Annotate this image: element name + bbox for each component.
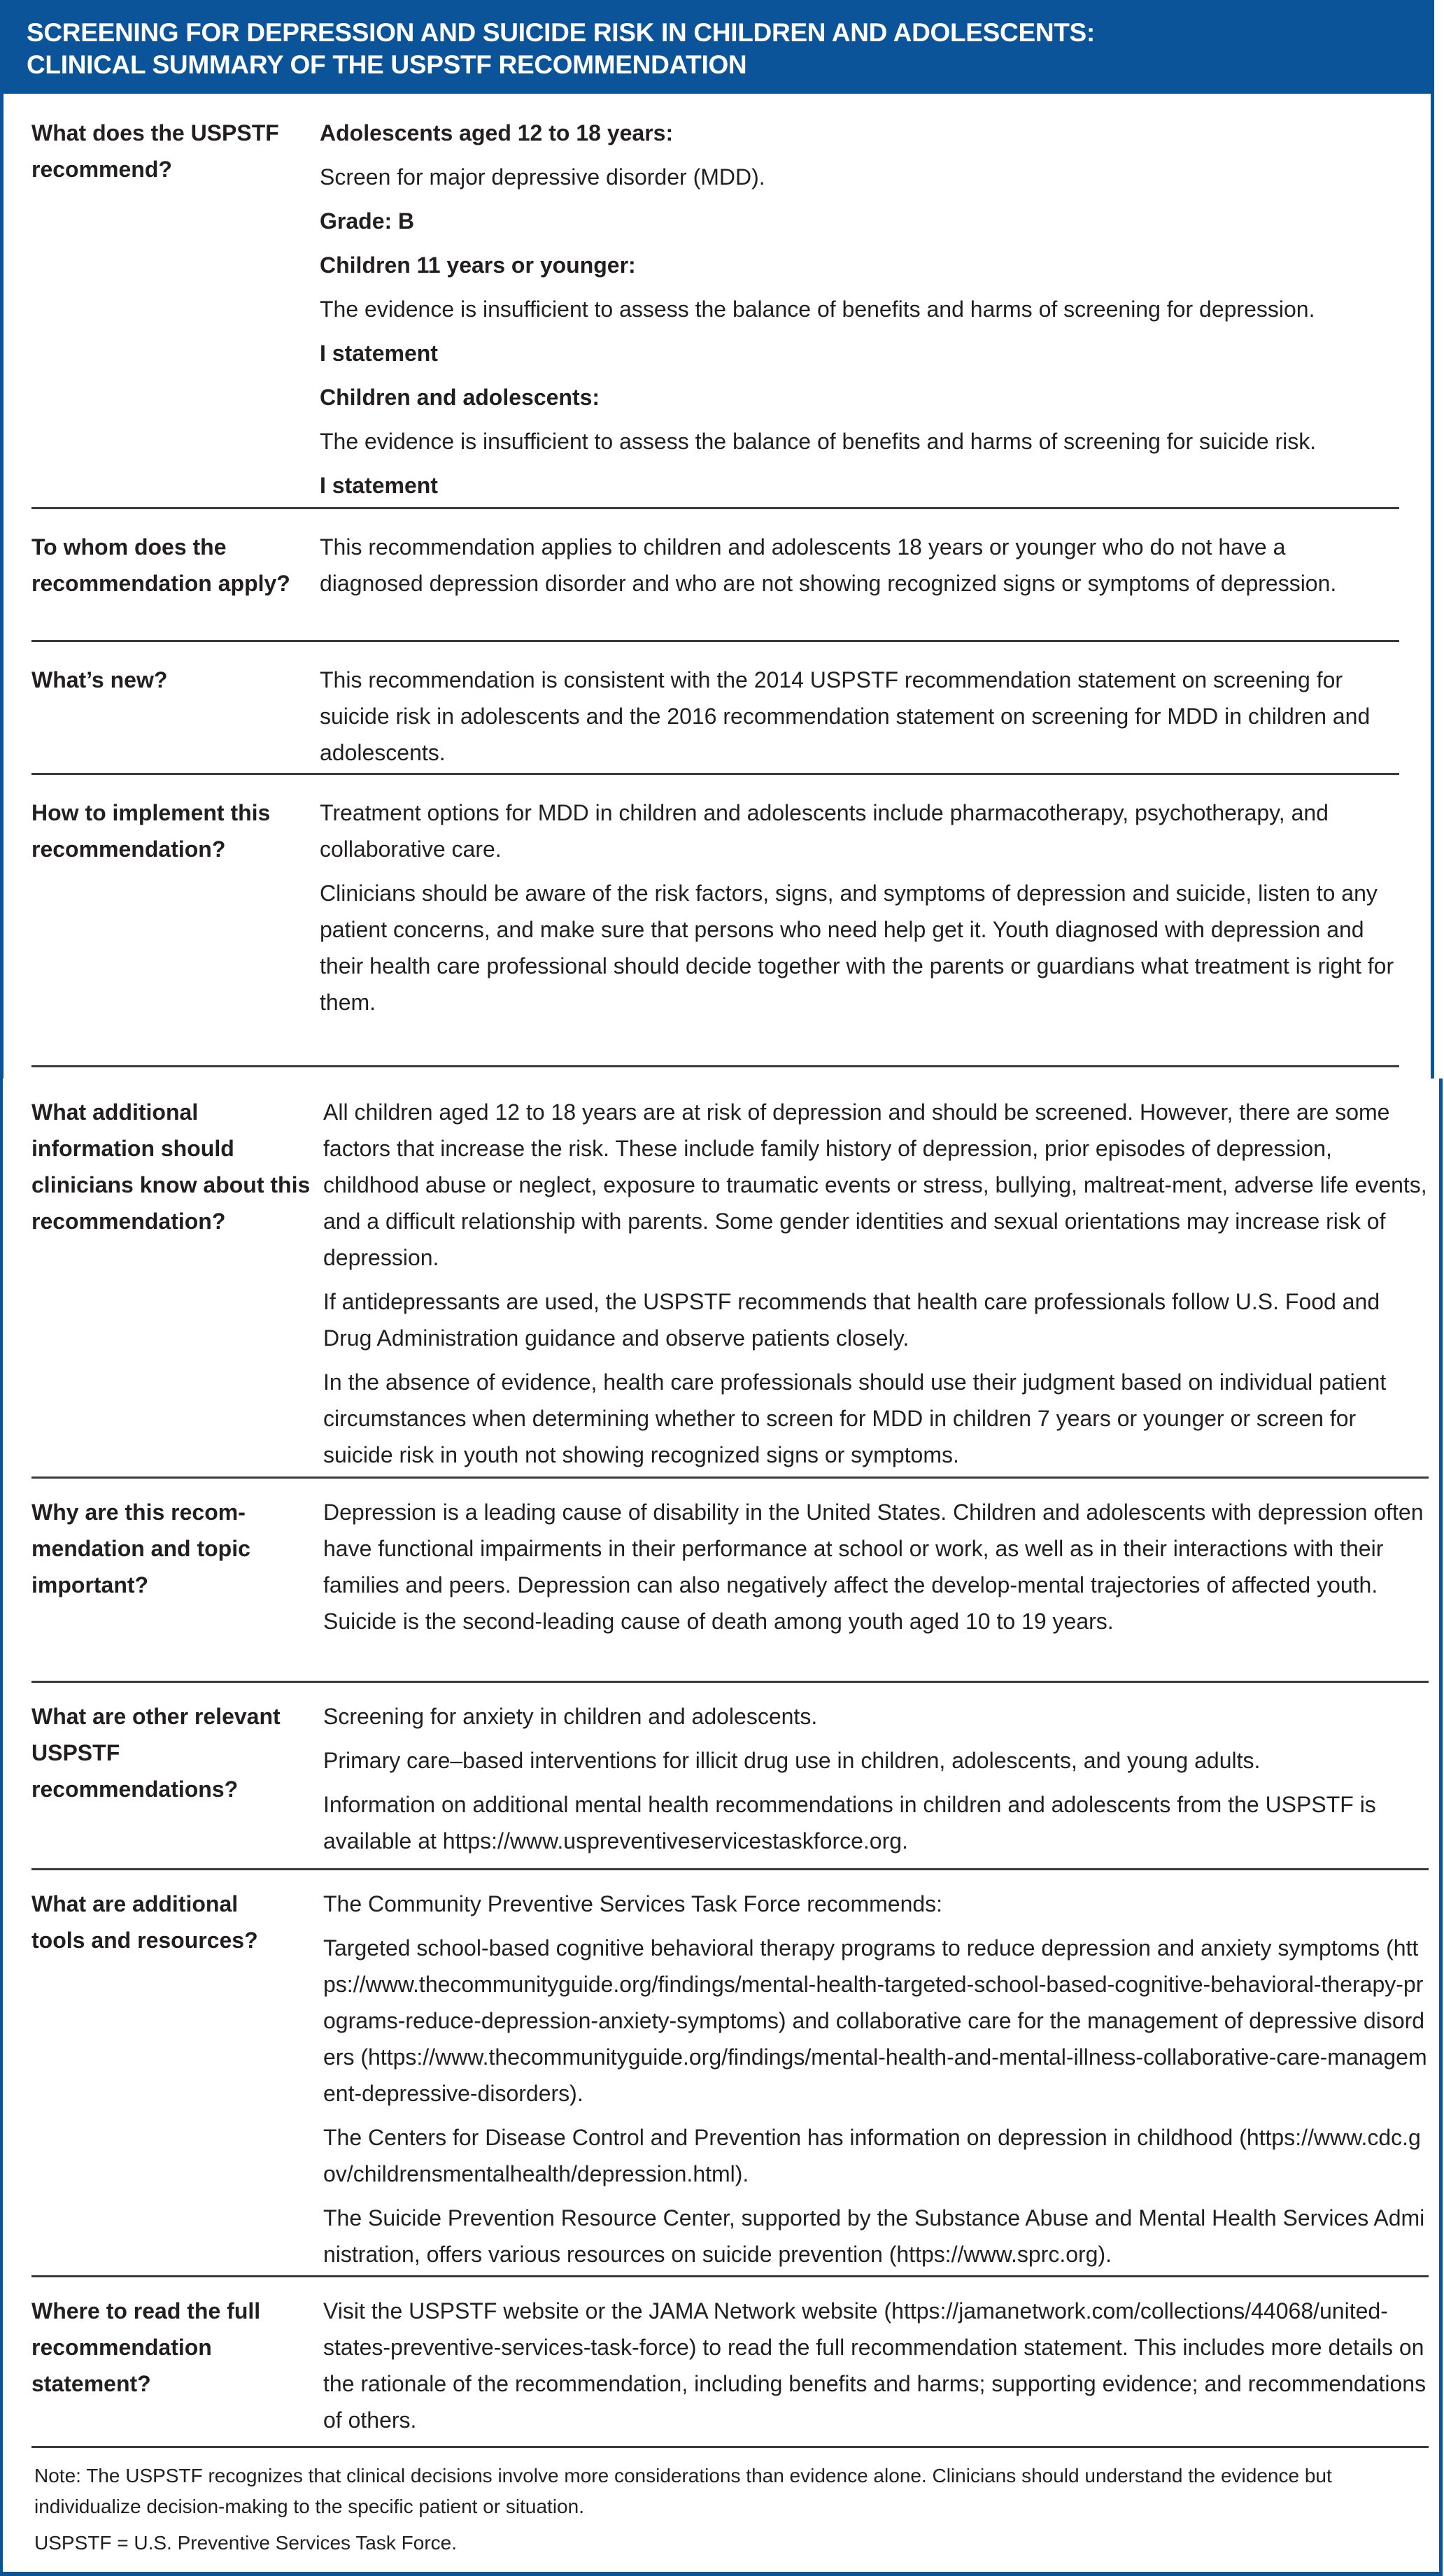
- answer-paragraph: Screen for major depressive disorder (MDD).: [320, 164, 765, 190]
- summary-title-line-1: SCREENING FOR DEPRESSION AND SUICIDE RISK IN CHILDREN AND ADOLESCENTS:: [27, 18, 1095, 47]
- row-label: Where to read the full recommendation statement?: [31, 2298, 261, 2396]
- table-row-to-whom: [31, 509, 1399, 642]
- answer-paragraph: In the absence of evidence, health care professionals should use their judgment based on individual patient circumstances when determining whether to screen for MDD in children 7 years or younger or screen for suicide risk in youth not showing recognized signs or symptoms.: [323, 1369, 1387, 1467]
- row-label: Why are this recom-mendation and topic important?: [31, 1500, 250, 1597]
- row-label: What additional information should clinicians know about this recommendation?: [31, 1100, 311, 1234]
- row-answer: [320, 795, 1399, 1065]
- answer-paragraph: Visit the USPSTF website or the JAMA Network website (https://jamanetwork.com/collections/44068/united-states-preventive-services-task-force) to read the full recommendation statement. This includes more details on the rationale of the recommendation, including benefits and harms; supporting evidence; and recommendations of others.: [323, 2298, 1427, 2433]
- answer-paragraph: Adolescents aged 12 to 18 years:: [320, 120, 674, 145]
- answer-paragraph: Children and adolescents:: [320, 385, 600, 410]
- table-row-tools-resources: [31, 1870, 1429, 2277]
- summary-table-top: [3, 94, 1431, 1067]
- footnote: [3, 2448, 1439, 2559]
- footnote-note: Note: The USPSTF recognizes that clinical decisions involve more considerations than evidence alone. Clinicians should understand the evidence but individualize decision-making to the specific patient or situation.: [34, 2465, 1332, 2517]
- row-answer: [320, 115, 1399, 500]
- grade-label: I statement: [320, 473, 438, 498]
- answer-paragraph: This recommendation is consistent with the 2014 USPSTF recommendation statement on screening for suicide risk in adolescents and the 2016 recommendation statement on screening for MDD in children and adolescents.: [320, 667, 1371, 765]
- grade-label: I statement: [320, 341, 438, 366]
- row-label: What does the USPSTF recommend?: [31, 120, 279, 182]
- summary-table-bottom: [3, 1079, 1439, 2448]
- answer-paragraph: Treatment options for MDD in children and adolescents include pharmacotherapy, psychotherapy, and collaborative care.: [320, 800, 1329, 862]
- footnote-abbreviation: USPSTF = U.S. Preventive Services Task Force.: [34, 2532, 458, 2554]
- table-row-other-recommendations: [31, 1683, 1429, 1870]
- answer-paragraph: The Suicide Prevention Resource Center, supported by the Substance Abuse and Mental Health Services Administration, offers various resources on suicide prevention (https://www.sprc.org).: [323, 2205, 1425, 2267]
- row-answer: [323, 1698, 1429, 1868]
- row-answer: [320, 662, 1399, 773]
- answer-paragraph: This recommendation applies to children and adolescents 18 years or younger who do not have a diagnosed depression disorder and who are not showing recognized signs or symptoms of depression.: [320, 534, 1337, 596]
- row-answer: [320, 529, 1399, 640]
- grade-label: Grade: B: [320, 208, 415, 234]
- answer-paragraph: The evidence is insufficient to assess the balance of benefits and harms of screening for depression.: [320, 297, 1315, 322]
- answer-paragraph: All children aged 12 to 18 years are at risk of depression and should be screened. However, there are some factors that increase the risk. These include family history of depression, prior episodes of depression, childhood abuse or neglect, exposure to traumatic events or stress, bullying, maltreat-ment, adverse life events, and a difficult relationship with parents. Some gender identities and sexual orientations may increase risk of depression.: [323, 1100, 1427, 1270]
- row-label: To whom does the recommendation apply?: [31, 534, 290, 596]
- answer-paragraph: Children 11 years or younger:: [320, 252, 636, 278]
- row-answer: [323, 1494, 1429, 1681]
- answer-paragraph: Information on additional mental health recommendations in children and adolescents from the USPSTF is available at https://www.uspreventiveservicestaskforce.org.: [323, 1792, 1376, 1853]
- row-answer: [323, 1094, 1429, 1476]
- table-row-additional-info: [31, 1079, 1429, 1479]
- answer-paragraph: The evidence is insufficient to assess the balance of benefits and harms of screening for suicide risk.: [320, 429, 1317, 454]
- summary-header: [0, 0, 1434, 94]
- row-label: What are additional tools and resources?: [31, 1891, 258, 1953]
- answer-paragraph: The Centers for Disease Control and Prevention has information on depression in childhood (https://www.cdc.gov/childrensmentalhealth/depression.html).: [323, 2125, 1421, 2186]
- table-row-what-recommend: [31, 94, 1399, 509]
- row-answer: [323, 1886, 1429, 2275]
- row-label: What’s new?: [31, 667, 168, 692]
- row-label: What are other relevant USPSTF recommendations?: [31, 1704, 281, 1802]
- summary-page-top: [0, 0, 1434, 1079]
- answer-paragraph: Screening for anxiety in children and adolescents.: [323, 1704, 818, 1729]
- table-row-where-to-read: [31, 2277, 1429, 2448]
- answer-paragraph: Primary care–based interventions for illicit drug use in children, adolescents, and young adults.: [323, 1748, 1261, 1773]
- table-row-why-important: [31, 1479, 1429, 1683]
- answer-paragraph: Clinicians should be aware of the risk factors, signs, and symptoms of depression and suicide, listen to any patient concerns, and make sure that persons who need help get it. Youth diagnosed with depression and their health care professional should decide together with the parents or guardians what treatment is right for them.: [320, 881, 1394, 1015]
- table-row-whats-new: [31, 642, 1399, 775]
- row-label: How to implement this recommendation?: [31, 800, 271, 862]
- answer-paragraph: Targeted school-based cognitive behavioral therapy programs to reduce depression and anxiety symptoms (https://www.thecommunityguide.org/findings/mental-health-targeted-school-based-cognitive-behavioral-therapy-programs-reduce-depression-anxiety-symptoms) and collaborative care for the management of depressive disorders (https://www.thecommunityguide.org/findings/mental-health-and-mental-illness-collaborative-care-management-depressive-disorders).: [323, 1935, 1427, 2106]
- answer-paragraph: The Community Preventive Services Task Force recommends:: [323, 1891, 943, 1916]
- row-answer: [323, 2293, 1429, 2446]
- table-row-how-to-implement: [31, 775, 1399, 1067]
- answer-paragraph: If antidepressants are used, the USPSTF recommends that health care professionals follow U.S. Food and Drug Administration guidance and observe patients closely.: [323, 1289, 1380, 1351]
- summary-title-line-2: CLINICAL SUMMARY OF THE USPSTF RECOMMENDATION: [27, 50, 747, 79]
- answer-paragraph: Depression is a leading cause of disability in the United States. Children and adolescents with depression often have functional impairments in their performance at school or work, as well as in their interactions with their families and peers. Depression can also negatively affect the develop-mental trajectories of affected youth. Suicide is the second-leading cause of death among youth aged 10 to 19 years.: [323, 1500, 1424, 1634]
- summary-page-bottom: [0, 1079, 1443, 2576]
